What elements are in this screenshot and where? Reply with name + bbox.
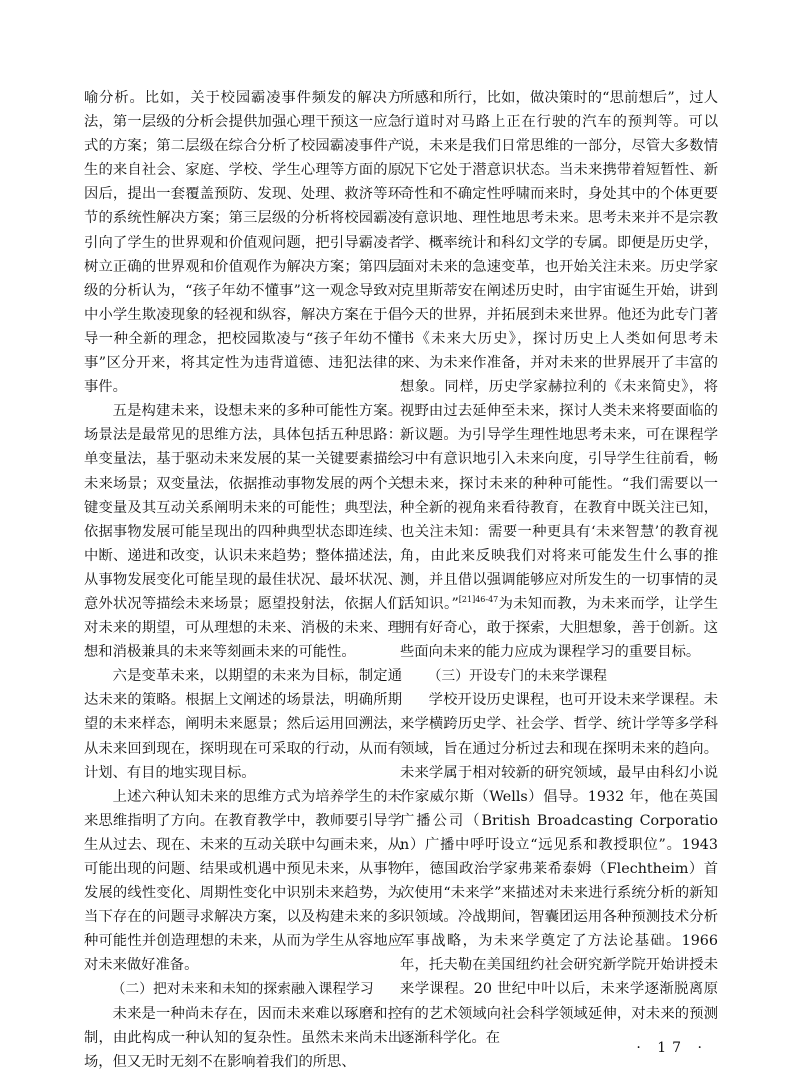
- paragraph: 喻分析。比如，关于校园霸凌事件频发的解决方法，第一层级的分析会提供加强心理干预这一应急式的方案；第二层级在综合分析了校园霸凌事件产生的来自社会、家庭、学校、学生心理等方面的原因后，提出一套覆盖预防、发现、处理、救济等环节的系统性解决方案；第三层级的分析将校园霸凌引向了学生的世界观和价值观问题，把引导霸凌者树立正确的世界观和价值观作为解决方案；第四层级的分析认为，“孩子年幼不懂事”这一观念导致对中小学生欺凌现象的轻视和纵容，解决方案在于倡导一种全新的理念，把校园欺凌与“孩子年幼不懂事”区分开来，将其定性为违背道德、违犯法律的事件。: [84, 90, 402, 396]
- paragraph: 未来是一种尚未存在，因而未来难以琢磨和控制，由此构成一种认知的复杂性。虽然未来尚未出场，但又无时无刻不在影响着我们的所思、: [84, 1005, 402, 1070]
- page-number: · 17 ·: [636, 1040, 708, 1056]
- section-heading: （三）开设专门的未来学课程: [427, 668, 607, 685]
- paragraph: 学校开设历史课程，也可开设未来学课程。未来学横跨历史学、社会学、哲学、统计学等多学科领域，旨在通过分析过去和现在探明未来的趋向。未来学属于相对较新的研究领域，最早由科幻小说作家威尔斯（Wells）倡导。1932 年，他在英国广播公司（British Broadcasting Corporation）广播中呼吁设立“远见系和教授职位”。1943 年，德国政治学家弗莱希泰姆（Flechtheim）首次使用“未来学”来描述对未来进行系统分析的新知识领域。冷战期间，智囊团运用各种预测技术分析军事战略，为未来学奠定了方法论基础。1966 年，托夫勒在美国纽约社会研究新学院开始讲授未来学课程。20 世纪中叶以后，未来学逐渐脱离原有的艺术领域向社会科学领域延伸，对未来的预测逐渐科学化。在: [400, 692, 718, 1046]
- right-column: [400, 86, 718, 1050]
- paragraph-text: 所感和所行，比如，做决策时的“思前想后”，过人行道时对马路上正在行驶的汽车的预判等。可以说，未来是我们日常思维的一部分，尽管大多数情况下它处于潜意识状态。当未来携带着短暂性、新奇性和不确定性呼啸而来时，身处其中的个体更要有意识地、理性地思考未来。思考未来并不是宗教学、概率统计和科幻文学的专属。即便是历史学，面对未来的急速变革，也开始关注未来。历史学家克里斯蒂安在阐述历史时，由宇宙诞生开始，讲到今天的世界，并拓展到未来世界。他还为此专门著书《未来大历史》，探讨历史上人类如何思考未来、为未来作准备，并对未来的世界展开了丰富的想象。同样，历史学家赫拉利的《未来简史》，将视野由过去延伸至未来，探讨人类未来将要面临的新议题。为引导学生理性地思考未来，可在课程学习中有意识地引入未来向度，引导学生往前看，畅想未来，探讨未来的种种可能性。“我们需要以一种全新的视角来看待教育，在教育中既关注已知，也关注未知：需要一种更具有‘未来智慧’的教育视角，由此来反映我们对将来可能发生什么事的推测，并且借以强调能够应对所发生的一切事情的灵活知识。”: [400, 90, 718, 612]
- citation-mark: [21]46-47: [458, 595, 499, 605]
- paragraph: [400, 86, 718, 664]
- section-heading: （二）把对未来和未知的探索融入课程学习: [111, 981, 374, 998]
- paragraph: 六是变革未来，以期望的未来为目标，制定通达未来的策略。根据上文阐述的场景法，明确所期望的未来样态，阐明未来愿景；然后运用回溯法，从未来回到现在，探明现在可采取的行动，从而有计划、有目的地实现目标。: [84, 668, 402, 781]
- paragraph: 五是构建未来，设想未来的多种可能性方案。场景法是最常见的思维方法，具体包括五种思路：单变量法，基于驱动未来发展的某一关键要素描绘未来场景；双变量法，依据推动事物发展的两个关键变量及其互动关系阐明未来的可能性；典型法，依据事物发展可能呈现出的四种典型状态即连续、中断、递进和改变，认识未来趋势；整体描述法，从事物发展变化可能呈现的最佳状况、最坏状况、意外状况等描绘未来场景；愿望投射法，依据人们对未来的期望，可从理想的未来、消极的未来、理想和消极兼具的未来等刻画未来的可能性。: [84, 403, 402, 661]
- paragraph: 上述六种认知未来的思维方式为培养学生的未来思维指明了方向。在教育教学中，教师要引导学生从过去、现在、未来的互动关联中勾画未来，从可能出现的问题、结果或机遇中预见未来，从事物发展的线性变化、周期性变化中识别未来趋势，为当下存在的问题寻求解决方案，以及构建未来的多种可能性并创造理想的未来，从而为学生从容地应对未来做好准备。: [84, 788, 402, 974]
- left-column: [84, 86, 402, 1074]
- paragraph-text-continued: 为未知而教，为未来而学，让学生拥有好奇心，敢于探索，大胆想象，善于创新。这些面向未来的能力应成为课程学习的重要目标。: [400, 595, 718, 661]
